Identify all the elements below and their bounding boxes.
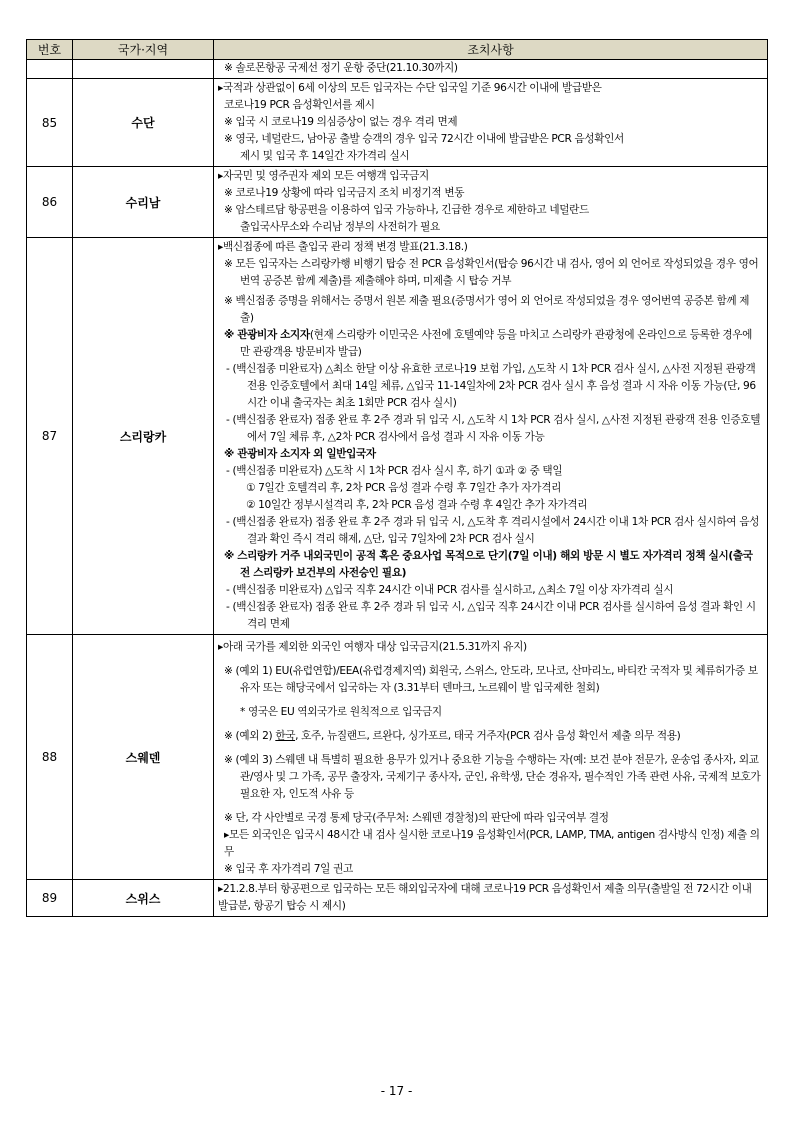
- sub-item: - (백신접종 미완료자) △입국 직후 24시간 이내 PCR 검사를 실시하고, △최소 7일 이상 자가격리 실시: [226, 584, 674, 596]
- cell-measures: [214, 880, 768, 917]
- table-row: [27, 167, 768, 238]
- header-measures: 조치사항: [214, 40, 768, 60]
- bullet-line: ▸자국민 및 영주권자 제외 모든 여행객 입국금지: [218, 170, 429, 182]
- cell-measures: [214, 60, 768, 79]
- note-text: ※ (예외 2): [224, 730, 276, 742]
- country-name: 수리남: [73, 167, 214, 238]
- option-item: ① 7일간 호텔격리 후, 2차 PCR 음성 결과 수령 후 7일간 추가 자가격리: [246, 482, 561, 494]
- note-text: (현재 스리랑카 이민국은 사전에 호텔예약 등을 마치고 스리랑카 관광청에 온라인으로 등록한 경우에만 관광객용 방문비자 발급): [240, 329, 753, 358]
- table-row: [27, 238, 768, 635]
- underlined-korea: 한국: [275, 730, 296, 742]
- note-line: ※ 백신접종 증명을 위해서는 증명서 원본 제출 필요(증명서가 영어 외 언어로 작성되었을 경우 영어번역 공증본 함께 제출): [224, 295, 750, 324]
- cell-measures: [214, 79, 768, 167]
- country-name: 스위스: [73, 880, 214, 917]
- table-row: [27, 880, 768, 917]
- header-no: 번호: [27, 40, 73, 60]
- bullet-line: ▸21.2.8.부터 항공편으로 입국하는 모든 해외입국자에 대해 코로나19 PCR 음성확인서 제출 의무(출발일 전 72시간 이내 발급분, 항공기 탑승 시 제시): [218, 883, 752, 912]
- table-row: [27, 635, 768, 880]
- bold-note: ※ 관광비자 소지자 외 일반입국자: [224, 448, 376, 460]
- text-line: 출입국사무소와 수리남 정부의 사전허가 필요: [240, 221, 440, 233]
- footnote-line: * 영국은 EU 역외국가로 원칙적으로 입국금지: [240, 706, 442, 718]
- table-header-row: [27, 40, 768, 60]
- sub-item: - (백신접종 완료자) 접종 완료 후 2주 경과 뒤 입국 시, △도착 시 1차 PCR 검사 실시, △사전 지정된 관광객 전용 인증호텔에서 7일 체류 후, △2차 PCR 검사에서 음성 결과 시 자유 이동 가능: [226, 414, 761, 443]
- bullet-line: ▸아래 국가를 제외한 외국인 여행자 대상 입국금지(21.5.31까지 유지): [218, 641, 527, 653]
- country-name: 수단: [73, 79, 214, 167]
- cell-measures: [214, 167, 768, 238]
- note-line: ※ (예외 3) 스웨덴 내 특별히 필요한 용무가 있거나 중요한 기능을 수행하는 자(예: 보건 분야 전문가, 운송업 종사자, 외교관/영사 및 그 가족, 공무 출장자, 국제기구 종사자, 군인, 유학생, 단순 경유자, 필수적인 가족 관련 사유, 국제적 보호가 필요한 자, 인도적 사유 등: [224, 754, 761, 800]
- note-line: ※ 암스테르담 항공편을 이용하여 입국 가능하나, 긴급한 경우로 제한하고 네덜란드: [224, 204, 589, 216]
- sub-item: - (백신접종 완료자) 접종 완료 후 2주 경과 뒤 입국 시, △도착 후 격리시설에서 24시간 이내 1차 PCR 검사 실시하여 음성 결과 확인 즉시 격리 해제, △단, 입국 7일차에 2차 PCR 검사 실시: [226, 516, 760, 545]
- note-line: [218, 327, 761, 361]
- country-name: 스웨덴: [73, 635, 214, 880]
- bullet-line: ▸국적과 상관없이 6세 이상의 모든 입국자는 수단 입국일 기준 96시간 이내에 발급받은: [218, 82, 602, 94]
- cell-measures: [214, 635, 768, 880]
- measures-table: [26, 39, 768, 917]
- note-line: [218, 728, 761, 745]
- sub-item: - (백신접종 미완료자) △최소 한달 이상 유효한 코로나19 보험 가입, △도착 시 1차 PCR 검사 실시, △사전 지정된 관광객 전용 인증호텔에서 최대 14일 체류, △입국 11-14일차에 2차 PCR 검사 실시 후 음성 결과 시 자유 이동 가능(단, 96시간 이내 출국자는 최초 1회만 PCR 검사 실시): [226, 363, 756, 409]
- page-number: - 17 -: [380, 1084, 413, 1098]
- cell-no: [27, 60, 73, 79]
- note-line: ※ 단, 각 사안별로 국경 통제 당국(주무처: 스웨덴 경찰청)의 판단에 따라 입국여부 결정: [224, 812, 609, 824]
- table-row: [27, 60, 768, 79]
- bold-note: ※ 스리랑카 거주 내외국민이 공적 혹은 중요사업 목적으로 단기(7일 이내) 해외 방문 시 별도 자가격리 정책 실시(출국 전 스리랑카 보건부의 사전승인 필요): [224, 550, 753, 579]
- row-number: 85: [27, 79, 73, 167]
- text-line: 코로나19 PCR 음성확인서를 제시: [224, 99, 375, 111]
- text-line: 제시 및 입국 후 14일간 자가격리 실시: [240, 150, 410, 162]
- note-line: ※ 코로나19 상황에 따라 입국금지 조치 비정기적 변동: [224, 187, 465, 199]
- row-number: 87: [27, 238, 73, 635]
- bullet-line: ▸모든 외국인은 입국시 48시간 내 검사 실시한 코로나19 음성확인서(PCR, LAMP, TMA, antigen 검사방식 인정) 제출 의무: [224, 829, 760, 858]
- row-number: 88: [27, 635, 73, 880]
- note-line: ※ (예외 1) EU(유럽연합)/EEA(유럽경제지역) 회원국, 스위스, 안도라, 모나코, 산마리노, 바티칸 국적자 및 체류허가증 보유자 또는 해당국에서 입국하는 자 (3.31부터 덴마크, 노르웨이 발 입국제한 철회): [224, 665, 758, 694]
- cell-measures: [214, 238, 768, 635]
- country-name: 스리랑카: [73, 238, 214, 635]
- note-line: ※ 입국 시 코로나19 의심증상이 없는 경우 격리 면제: [224, 116, 458, 128]
- note-line: ※ 솔로몬항공 국제선 정기 운항 중단(21.10.30까지): [224, 62, 458, 74]
- note-text: , 호주, 뉴질랜드, 르완다, 싱가포르, 태국 거주자(PCR 검사 음성 확인서 제출 의무 적용): [295, 730, 681, 742]
- sub-item: - (백신접종 미완료자) △도착 시 1차 PCR 검사 실시 후, 하기 ①과 ② 중 택일: [226, 465, 563, 477]
- note-line: ※ 모든 입국자는 스리랑카행 비행기 탑승 전 PCR 음성확인서(탑승 96시간 내 검사, 영어 외 언어로 작성되었을 경우 영어번역 공증본 함께 제출)를 제출해야 하며, 미제출 시 탑승 거부: [224, 258, 759, 287]
- header-country: 국가·지역: [73, 40, 214, 60]
- sub-item: - (백신접종 완료자) 접종 완료 후 2주 경과 뒤 입국 시, △입국 직후 24시간 이내 PCR 검사를 실시하여 음성 결과 확인 시 격리 면제: [226, 601, 756, 630]
- row-number: 89: [27, 880, 73, 917]
- option-item: ② 10일간 정부시설격리 후, 2차 PCR 음성 결과 수령 후 4일간 추가 자가격리: [246, 499, 588, 511]
- bullet-line: ▸백신접종에 따른 출입국 관리 정책 변경 발표(21.3.18.): [218, 241, 468, 253]
- bold-heading: ※ 관광비자 소지자: [224, 329, 310, 341]
- row-number: 86: [27, 167, 73, 238]
- note-line: ※ 영국, 네덜란드, 남아공 출발 승객의 경우 입국 72시간 이내에 발급받은 PCR 음성확인서: [224, 133, 624, 145]
- table-row: [27, 79, 768, 167]
- cell-country: [73, 60, 214, 79]
- note-line: ※ 입국 후 자가격리 7일 권고: [224, 863, 353, 875]
